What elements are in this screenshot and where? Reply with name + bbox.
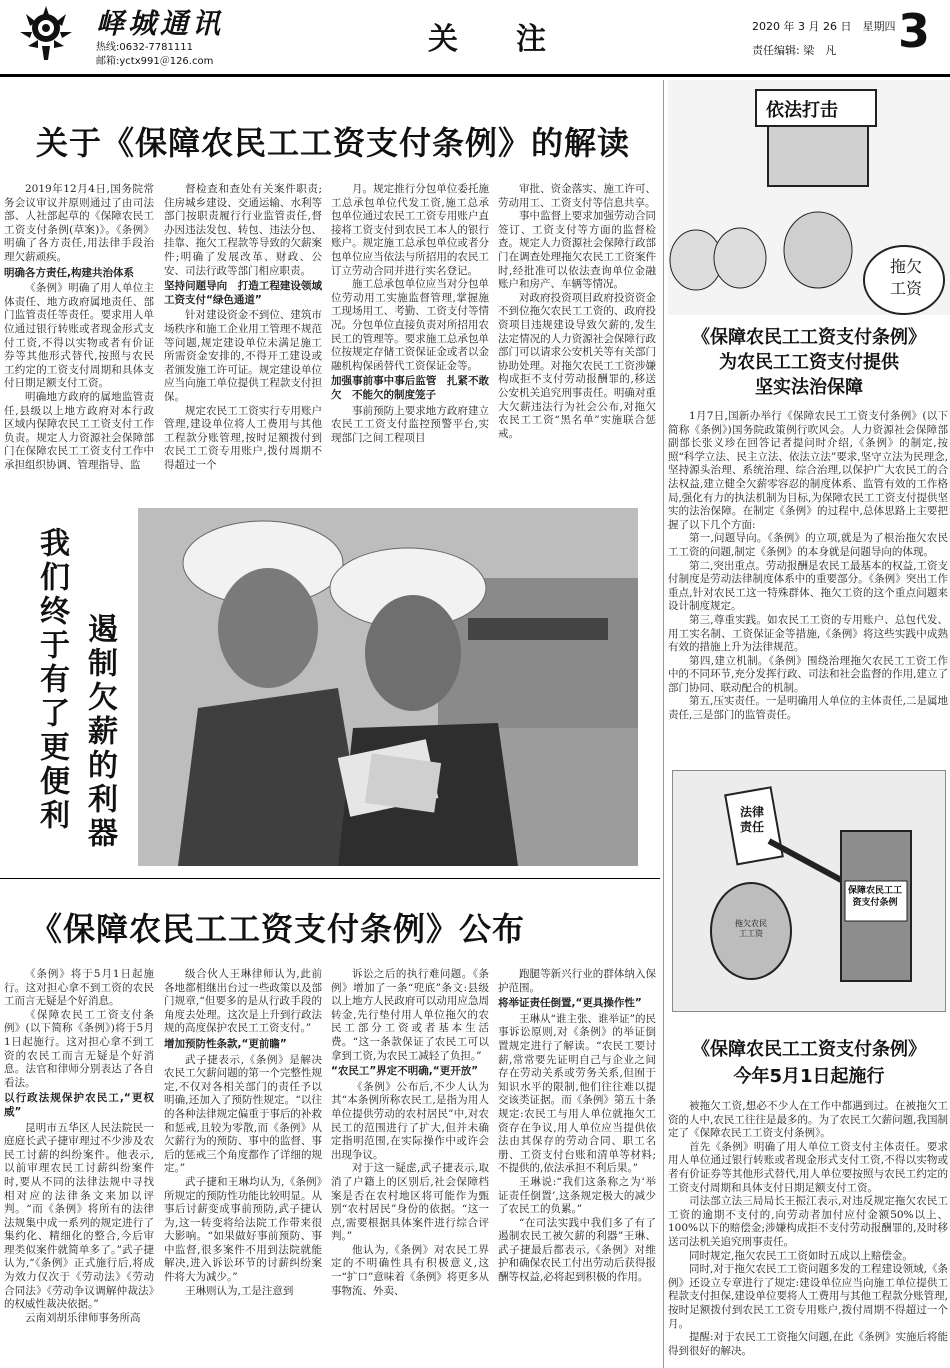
workers-photo xyxy=(138,508,638,866)
paper-name: 峄城通讯 xyxy=(96,7,225,40)
sidebar2-title xyxy=(668,1036,950,1090)
paragraph: 首先《条例》明确了用人单位工资支付主体责任。要求用人单位通过银行转账或者现金形式支付工资,不得以实物或者有价证券等其他形式替代,用人单位要按照与农民工约定的工资支付周期和具体支付日期足额支付工资。 xyxy=(668,1140,948,1194)
paragraph: 云南刘胡乐律师事务所高 xyxy=(25,1311,141,1324)
paragraph: 月。规定推行分包单位委托施工总承包单位代发工资,施工总承包单位通过农民工工资专用账户直接将工资支付到农民工本人的银行账户。规定施工总承包单位或者分包单位应当依法与所招用的农民工订立劳动合同并进行实名登记。 xyxy=(331,183,489,277)
subheading: 加强事前事中事后监管 扎紧不敢欠 不能欠的制度笼子 xyxy=(331,375,489,401)
paragraph: 武子捷表示,《条例》是解决农民工欠薪问题的第一个完整性规定,不仅对各相关部门的责任予以明确,还加入了预防性规定。“以往的各种法律规定偏重于事后的补救和惩戒,且较为零散,而《条例》从欠薪行为的预防、事中的监督、事后的惩戒三个角度都作了详细的规定。” xyxy=(164,1053,322,1175)
paragraph: 《条例》明确了用人单位主体责任、地方政府属地责任、部门监管责任等责任。要求用人单位通过银行转账或者现金形式支付工资,不得以实物或者有价证券等其他形式替代,按照与农民工约定的工资支付周期和具体支付日期足额支付工资。 xyxy=(4,282,154,390)
paragraph: 第二,突出重点。劳动报酬是农民工最基本的权益,工资支付制度是劳动法律制度体系中的重要部分。《条例》突出工作重点,针对农民工这一特殊群体、拖欠工资的这个重点问题来设计制度规定。 xyxy=(668,559,948,613)
hotline: 热线:0632-7781111 xyxy=(96,42,193,53)
sidebar2-body xyxy=(668,1100,948,1366)
paragraph: 针对建设资金不到位、建筑市场秩序和施工企业用工管理不规范等问题,规定建设单位未满足施工所需资金安排的,不得开工建设或者颁发施工许可证。规定建设单位应当向施工单位提供工程款支付担保。 xyxy=(164,309,322,403)
paragraph: 对政府投资项目政府投资资金不到位拖欠农民工工资的、政府投资项目违规建设导致欠薪的,发生法定情况的人力资源社会保障行政部门可以请求公安机关等有关部门协助处理。对拖欠农民工工资涉嫌构成拒不支付劳动报酬罪的,移送公安机关追究刑事责任。明确对重大欠薪违法行为社会公布,对拖欠农民工工资“黑名单”实施联合惩戒。 xyxy=(498,291,656,440)
article1-col2 xyxy=(164,183,322,493)
paragraph: 同时,对于拖欠农民工工资问题多发的工程建设领域,《条例》还设立专章进行了规定:建设单位应当向施工单位提供工程款支付担保,建设单位要将人工费用与其他工程款分账管理,按时足额拨付到农民工工资专用账户,拨付周期不得超过一个月。 xyxy=(668,1263,948,1330)
paragraph: 对于这一疑虑,武子捷表示,取消了户籍上的区别后,社会保障档案是否在农村地区将可能作为甄别“农村居民”身份的依据。“这一点,需要根据具体案件进行综合评判。” xyxy=(331,1162,489,1243)
paragraph: 规定农民工工资实行专用账户管理,建设单位将人工费用与其他工程款分账管理,按时足额拨付到农民工工资专用账户,拨付周期不得超过一个 xyxy=(164,404,322,471)
sidebar1-title xyxy=(668,325,950,400)
cartoon-bag-text: 拖欠工资 xyxy=(889,257,922,298)
paragraph: 级合伙人王琳律师认为,此前各地都相继出台过一些政策以及部门规章,“但要多的是从行政手段的角度去处理。这次是上升到行政法规的高度保护农民工工资支付。” xyxy=(164,968,322,1035)
paragraph: 王琳则认为,工是注意到 xyxy=(185,1284,294,1297)
subheading: 明确各方责任,构建共治体系 xyxy=(4,266,134,279)
article1-col1 xyxy=(4,183,154,493)
paragraph: 诉讼之后的执行难问题。《条例》增加了一条“兜底”条文:县级以上地方人民政府可以动用应急周转金,先行垫付用人单位拖欠的农民工部分工资或者基本生活费。“这一条款保证了农民工可以拿到工资,为农民工减轻了负担。” xyxy=(331,968,489,1062)
sidebar-divider xyxy=(663,80,664,1368)
sidebar1-body xyxy=(668,410,948,755)
article2-col3 xyxy=(331,968,489,1366)
paragraph: 第五,压实责任。一是明确用人单位的主体责任,二是属地责任,三是部门的监管责任。 xyxy=(668,695,948,722)
subheading: 将举证责任倒置,“更具操作性” xyxy=(498,997,642,1010)
paragraph: 第四,建立机制。《条例》围绕治理拖欠农民工工资工作中的不同环节,充分发挥行政、司法和社会监督的作用,建立了部门协同、联动配合的机制。 xyxy=(668,654,948,694)
article1-col3 xyxy=(331,183,489,493)
subheading: “农民工”界定不明确,“更开放” xyxy=(331,1065,479,1078)
article2-col4 xyxy=(498,968,656,1366)
paragraph: 第三,尊重实践。如农民工工资的专用账户、总包代发、用工实名制、工资保证金等措施,《条例》将这些实践中成熟有效的措施上升为法律规范。 xyxy=(668,613,948,654)
paragraph: 王琳说:“我们这条称之为‘举证责任倒置’,这条规定极大的减少了农民工的负累。” xyxy=(498,1175,656,1216)
section-title: 关 注 xyxy=(428,22,560,57)
cartoon-sign-text: 依法打击 xyxy=(766,100,838,121)
subheading: 增加预防性条款,“更前瞻” xyxy=(164,1037,287,1050)
paragraph: 2019年12月4日,国务院常务会议审议并原则通过了由司法部、人社部起草的《保障农民工工资支付条例(草案)》。《条例》明确了各方责任,用法律手段治理欠薪顽疾。 xyxy=(4,183,154,263)
article1-col4 xyxy=(498,183,656,493)
sidebar1-title-line: 坚实法治保障 xyxy=(755,377,863,398)
masthead-logo xyxy=(12,2,80,64)
article2-title: 《保障农民工工资支付条例》公布 xyxy=(30,910,526,948)
sidebar2-title-line: 今年5月1日起施行 xyxy=(733,1066,885,1087)
paragraph: 明确地方政府的属地监管责任,县级以上地方政府对本行政区域内保障农民工工资支付工作负责。规定人力资源社会保障部门在保障农民工工资支付工作中承担组织协调、管理指导、监 xyxy=(4,390,154,471)
photo-caption-box xyxy=(4,505,132,865)
paragraph: 司法部立法三局局长王振江表示,对违反规定拖欠农民工工资的逾期不支付的,向劳动者加付应付金额50%以上、100%以下的赔偿金;涉嫌构成拒不支付劳动报酬罪的,及时移送司法机关追究刑事责任。 xyxy=(668,1195,948,1248)
cartoon2-bag-text: 拖欠农民工工资 xyxy=(735,919,767,938)
paragraph: 提醒:对于农民工工资拖欠问题,在此《条例》实施后将能得到很好的解决。 xyxy=(668,1331,948,1357)
paragraph: 施工总承包单位应当对分包单位劳动用工实施监督管理,掌握施工现场用工、考勤、工资支付等情况。分包单位直接负责对所招用农民工的管理等。要求施工总承包单位按规定存储工资保证金或者以金融机构保函替代工资保证金等。 xyxy=(331,278,489,372)
cartoon-enforcement xyxy=(668,80,950,315)
cartoon-law-hammer xyxy=(672,770,946,1012)
issue-date: 2020 年 3 月 26 日 星期四 xyxy=(752,20,896,33)
masthead xyxy=(0,0,950,74)
sidebar1-title-line: 为农民工工资支付提供 xyxy=(719,352,899,373)
paragraph: 王琳从“谁主张、谁举证”的民事诉讼原则,对《条例》的举证倒置规定进行了解读。“农民工要讨薪,常常要先证明自己与企业之间存在劳动关系或劳务关系,但囿于知识水平的限制,他们往往难以提交该类证据。而《条例》第五十条规定:农民工与用人单位就拖欠工资存在争议,用人单位应当提供依法由其保存的劳动合同、职工名册、工资支付台账和清单等材料;不提供的,依法承担不利后果。” xyxy=(498,1012,656,1175)
paragraph: 他认为,《条例》对农民工界定的不明确性具有积极意义,这一“扩口”意味着《条例》将更多从事物流、外卖、 xyxy=(331,1243,489,1297)
paragraph: 事前预防上要求地方政府建立农民工工资支付监控预警平台,实现部门之间工程项目 xyxy=(331,404,489,444)
paragraph: 审批、资金落实、施工许可、劳动用工、工资支付等信息共享。 xyxy=(498,183,656,209)
page-number: 3 xyxy=(898,4,931,58)
subheading: 以行政法规保护农民工,“更权威” xyxy=(4,1092,154,1118)
paragraph: 第一,问题导向。《条例》的立项,就是为了根治拖欠农民工工资的问题,制定《条例》的本身就是问题导向的体现。 xyxy=(668,532,948,558)
article1-title: 关于《保障农民工工资支付条例》的解读 xyxy=(36,124,631,162)
sidebar2-title-line: 《保障农民工工资支付条例》 xyxy=(692,1039,926,1060)
editor: 责任编辑: 梁 凡 xyxy=(752,44,837,57)
paragraph: “在司法实践中我们多了有了遏制农民工被欠薪的利器”王琳、武子捷最后都表示,《条例》对维护和确保农民工付出劳动后获得报酬等权益,必将起到积极的作用。 xyxy=(498,1216,656,1284)
cartoon2-book-text: 保障农民工工资支付条例 xyxy=(847,886,902,908)
article2-col1 xyxy=(4,968,154,1366)
paragraph: 同时规定,拖欠农民工工资如时五成以上赔偿金。 xyxy=(689,1249,913,1262)
cartoon2-hammer-text: 法律责任 xyxy=(739,805,764,834)
photo-caption-line1: 我们终于有了更便利 xyxy=(34,527,69,833)
sidebar1-title-line: 《保障农民工工资支付条例》 xyxy=(692,327,926,348)
paragraph: 《条例》将于5月1日起施行。这对担心拿不到工资的农民工而言无疑是个好消息。 xyxy=(4,968,154,1008)
paragraph: 《条例》公布后,不少人认为其“本条例所称农民工,是指为用人单位提供劳动的农村居民”中,对农民工的范围进行了扩大,但并未确定指明范围,在实际操作中或许会出现争议。 xyxy=(331,1080,489,1161)
paragraph: 被拖欠工资,想必不少人在工作中都遇到过。在被拖欠工资的人中,农民工往往是最多的。为了农民工欠薪问题,我国制定了《保障农民工工资支付条例》。 xyxy=(668,1100,948,1140)
photo-caption-line2: 遏制欠薪的利器 xyxy=(82,613,117,851)
masthead-rule xyxy=(0,74,950,77)
paragraph: 事中监督上要求加强劳动合同签订、工资支付等方面的监督检查。规定人力资源社会保障行政部门在调查处理拖欠农民工工资案件时,经批准可以依法查询单位金融账户和房产、车辆等情况。 xyxy=(498,210,656,291)
paragraph: 督检查和查处有关案件职责;住房城乡建设、交通运输、水利等部门按职责履行行业监管责任,督办因违法发包、转包、违法分包、挂靠、拖欠工程款等导致的欠薪案件;明确了发展改革、财政、公安、司法行政等部门相应职责。 xyxy=(164,183,322,277)
photo-rule xyxy=(0,878,660,879)
subheading: 坚持问题导向 打造工程建设领域工资支付“绿色通道” xyxy=(164,280,322,306)
article2-col2 xyxy=(164,968,322,1366)
email: 邮箱:yctx991＠126.com xyxy=(96,56,214,67)
paragraph: 跑腿等新兴行业的群体纳入保护范围。 xyxy=(498,968,656,994)
paragraph: 《保障农民工工资支付条例》(以下简称《条例》)将于5月1日起施行。这对担心拿不到工资的农民工而言无疑是个好消息。法官和律师分别表达了各自看法。 xyxy=(4,1008,154,1089)
paragraph: 武子捷和王琳均认为,《条例》所规定的预防性功能比较明显。从事后讨薪变成事前预防,武子捷认为,这一转变将给法院工作带来很大影响。“如果做好事前预防、事中监督,很多案件不用到法院就能解决,进入诉讼环节的讨薪纠纷案件将大为减少。” xyxy=(164,1175,322,1284)
paragraph: 昆明市五华区人民法院民一庭庭长武子捷审理过不少涉及农民工讨薪的纠纷案件。他表示,以前审理农民工讨薪纠纷案件时,要从不同的法律法规中寻找相对应的法律条文来加以评判。“而《条例》将所有的法律法规集中成一系列的规定进行了集约化、精细化的整合,今后审理类似案件就简单多了。”武子捷认为,“《条例》正式施行后,将成为效力仅次于《劳动法》《劳动合同法》《劳动争议调解仲裁法》的权威性裁决依据。” xyxy=(4,1121,154,1311)
paragraph: 1月7日,国新办举行《保障农民工工资支付条例》(以下简称《条例》)国务院政策例行吹风会。人力资源社会保障部副部长张义珍在回答记者提问时介绍,《条例》的制定,按照“科学立法、民主立法、依法立法”要求,坚守立法为民理念,坚持源头治理、系统治理、综合治理,以保护广大农民工的合法权益,建立健全欠薪零容忍的制度体系、监管有效的工作格局,强化有力的执法机制为目标,为保障农民工工资支付提供坚实的法治保障。在制定《条例》的过程中,总体思路上主要把握了以下几个方面: xyxy=(668,410,948,531)
